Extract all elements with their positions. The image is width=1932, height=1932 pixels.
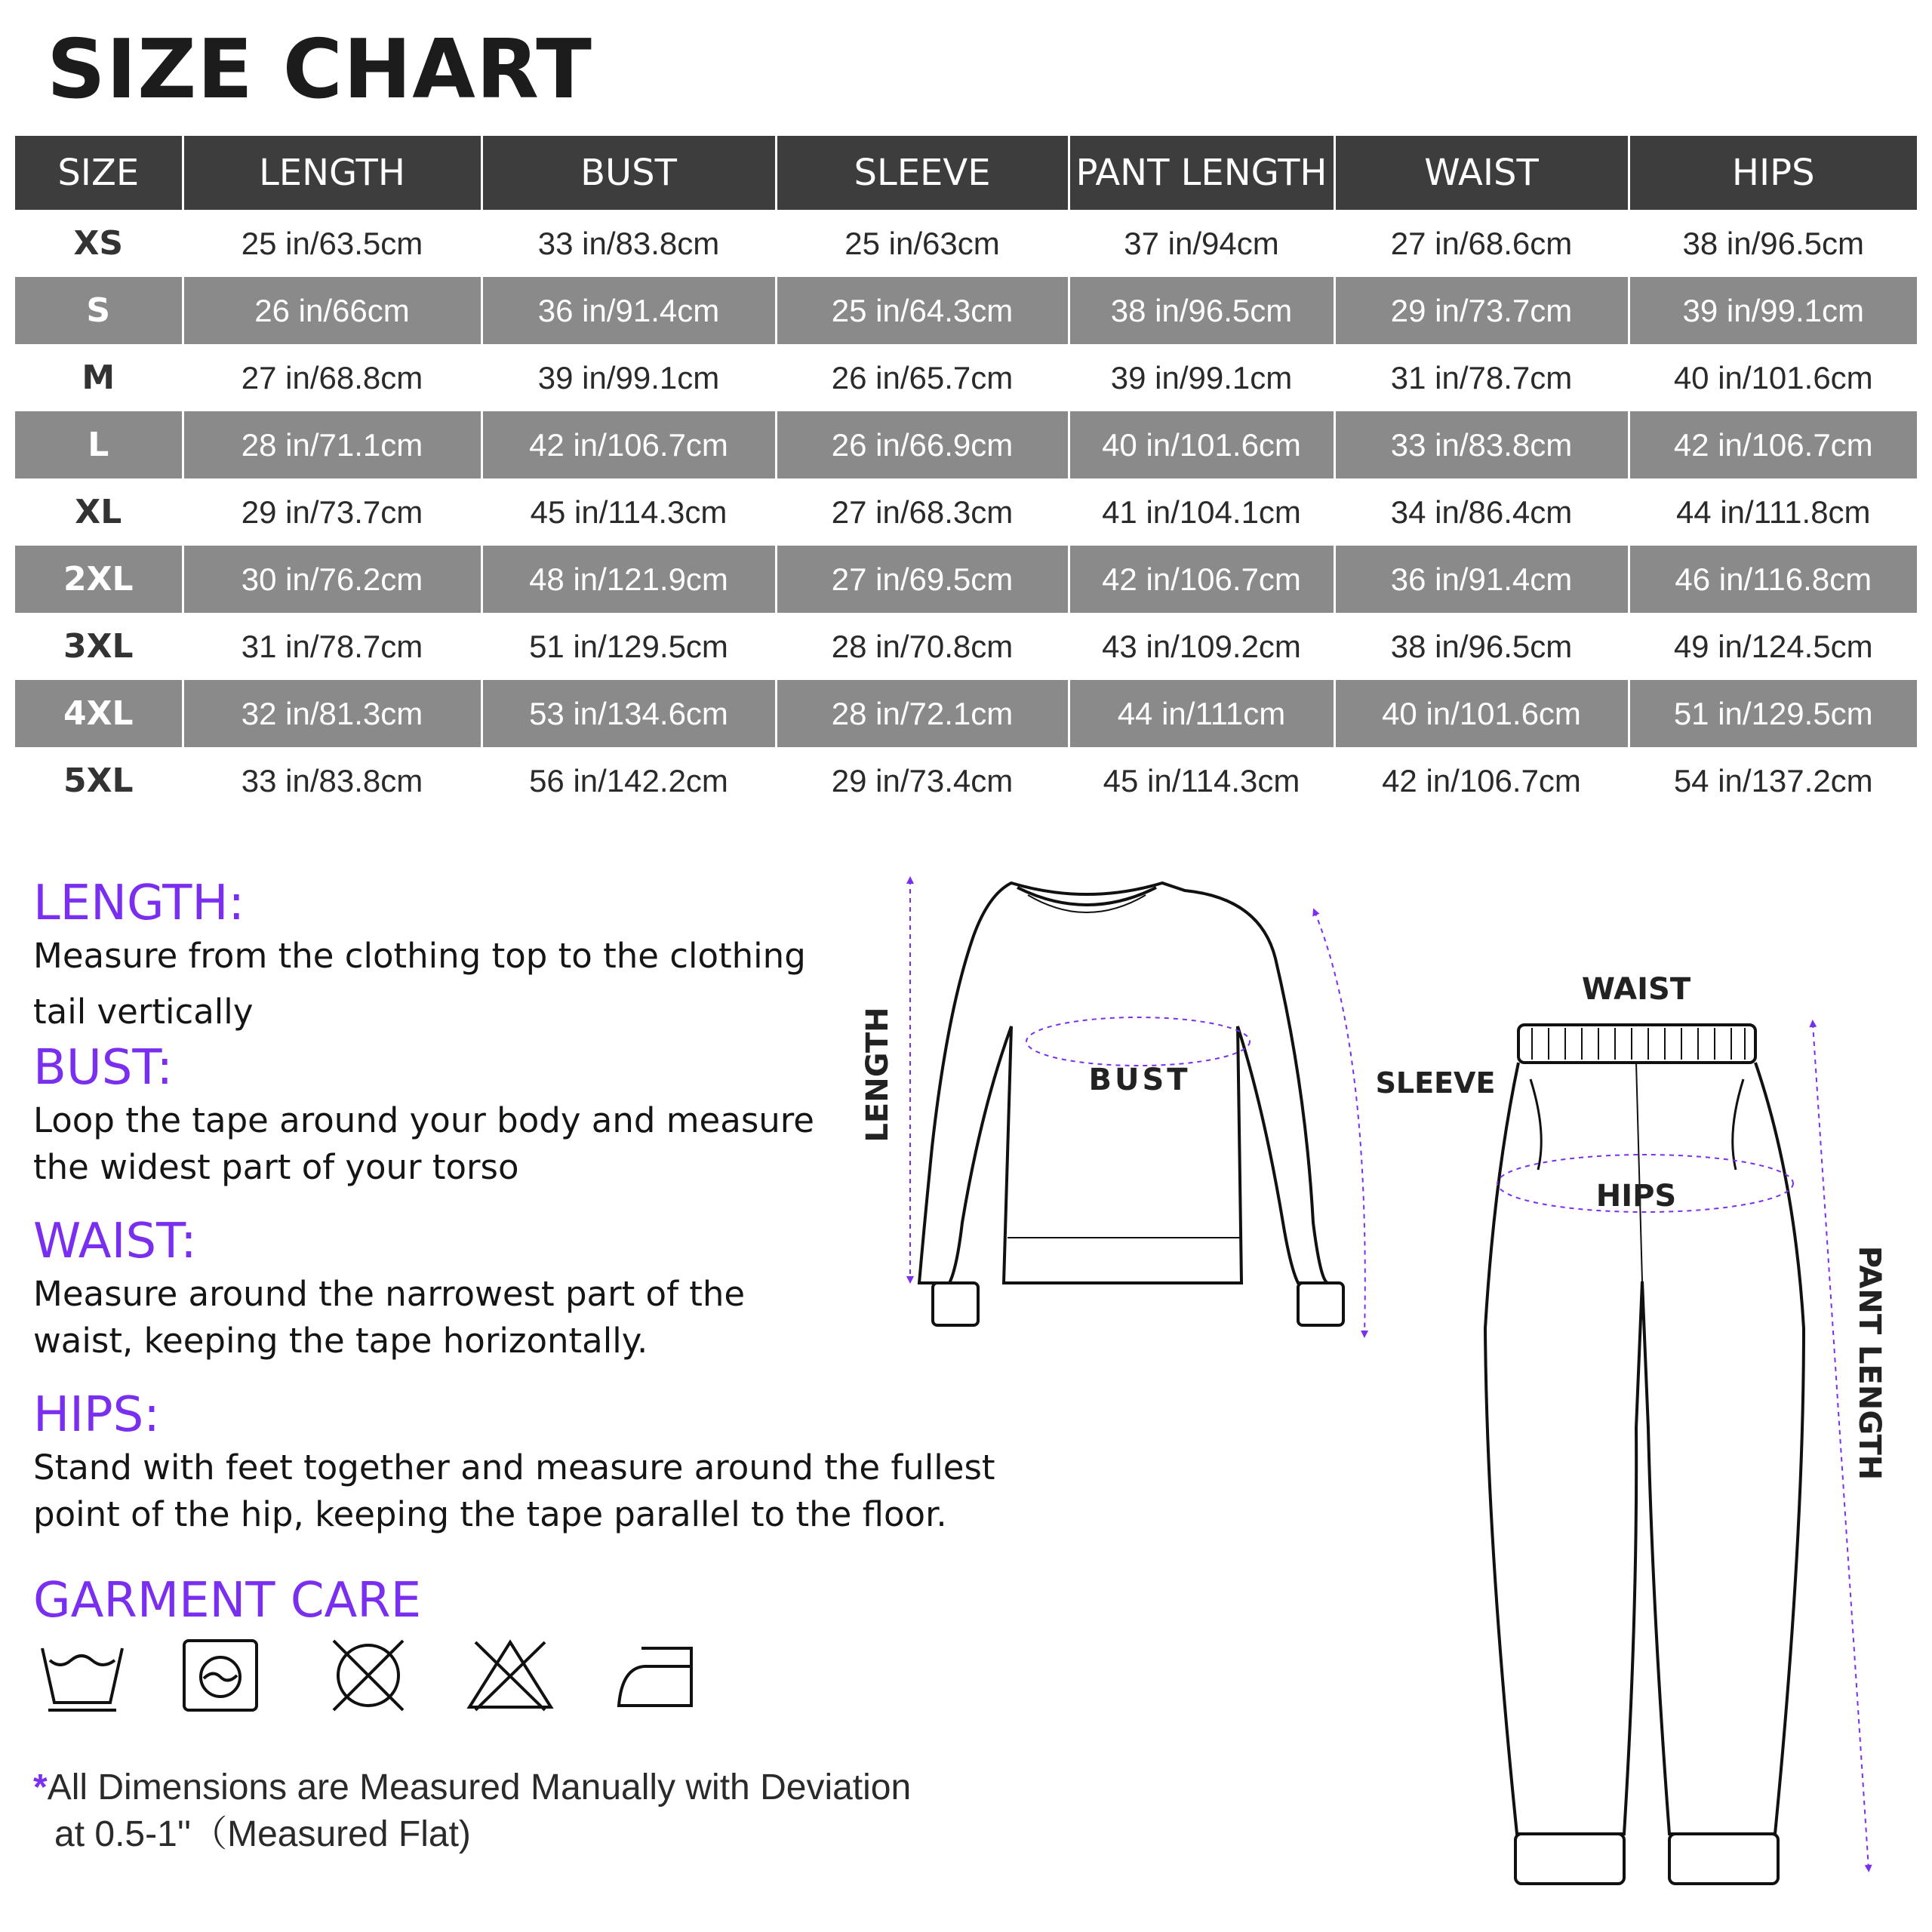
measurement-cell: 36 in/91.4cm <box>1334 546 1629 613</box>
table-row <box>15 546 1917 613</box>
waist-label: WAIST <box>1581 972 1691 1007</box>
text-line: Measure from the clothing top to the clothing <box>33 936 806 976</box>
measurement-cell: 25 in/63cm <box>776 210 1069 277</box>
column-header: BUST <box>481 136 776 210</box>
footnote-line: at 0.5-1''（Measured Flat) <box>54 1814 471 1854</box>
measurement-cell: 49 in/124.5cm <box>1629 613 1917 680</box>
measurement-cell: 33 in/83.8cm <box>481 210 776 277</box>
care-icons <box>33 1638 712 1721</box>
measurement-cell: 27 in/68.6cm <box>1334 210 1629 277</box>
measurement-cell: 42 in/106.7cm <box>1334 747 1629 814</box>
measurement-cell: 27 in/68.3cm <box>776 478 1069 546</box>
table-row <box>15 344 1917 411</box>
page-title: SIZE CHART <box>47 23 592 117</box>
text-line: Loop the tape around your body and measure <box>33 1100 814 1140</box>
measurement-cell: 29 in/73.4cm <box>776 747 1069 814</box>
measurement-cell: 54 in/137.2cm <box>1629 747 1917 814</box>
column-header: SLEEVE <box>776 136 1069 210</box>
measurement-cell: 43 in/109.2cm <box>1069 613 1334 680</box>
measurement-cell: 29 in/73.7cm <box>183 478 481 546</box>
table-row <box>15 210 1917 277</box>
garment-care-heading: GARMENT CARE <box>33 1573 422 1629</box>
size-cell: 4XL <box>15 680 183 747</box>
measurement-cell: 28 in/72.1cm <box>776 680 1069 747</box>
text-line: the widest part of your torso <box>33 1147 519 1187</box>
size-cell: 5XL <box>15 747 183 814</box>
bust-label: BUST <box>1088 1063 1191 1097</box>
measurement-cell: 42 in/106.7cm <box>1629 411 1917 478</box>
measurement-cell: 38 in/96.5cm <box>1069 277 1334 344</box>
measurement-cell: 42 in/106.7cm <box>1069 546 1334 613</box>
measurement-cell: 40 in/101.6cm <box>1069 411 1334 478</box>
measurement-cell: 40 in/101.6cm <box>1334 680 1629 747</box>
measurement-cell: 40 in/101.6cm <box>1629 344 1917 411</box>
text-line: waist, keeping the tape horizontally. <box>33 1321 648 1361</box>
column-header: PANT LENGTH <box>1069 136 1334 210</box>
tumble-dry-icon <box>181 1638 260 1713</box>
measurement-cell: 28 in/70.8cm <box>776 613 1069 680</box>
waistband-gathers <box>1532 1028 1745 1060</box>
measurement-cell: 37 in/94cm <box>1069 210 1334 277</box>
measurement-cell: 44 in/111cm <box>1069 680 1334 747</box>
measurement-cell: 29 in/73.7cm <box>1334 277 1629 344</box>
hips-label: HIPS <box>1595 1179 1677 1214</box>
column-header: WAIST <box>1334 136 1629 210</box>
length-heading: LENGTH: <box>33 875 245 931</box>
size-cell: L <box>15 411 183 478</box>
table-row <box>15 613 1917 680</box>
measurement-cell: 31 in/78.7cm <box>1334 344 1629 411</box>
waist-heading: WAIST: <box>33 1214 197 1269</box>
measurement-cell: 46 in/116.8cm <box>1629 546 1917 613</box>
measurement-cell: 39 in/99.1cm <box>1629 277 1917 344</box>
text-line: tail vertically <box>33 992 254 1032</box>
footnote-text: All Dimensions are Measured Manually with Deviation <box>47 1767 912 1807</box>
measurement-cell: 51 in/129.5cm <box>481 613 776 680</box>
pant-length-label: PANT LENGTH <box>1852 1245 1887 1481</box>
do-not-dry-clean-icon <box>328 1638 409 1713</box>
measurement-cell: 30 in/76.2cm <box>183 546 481 613</box>
measurement-cell: 39 in/99.1cm <box>481 344 776 411</box>
measurement-cell: 32 in/81.3cm <box>183 680 481 747</box>
measurement-cell: 56 in/142.2cm <box>481 747 776 814</box>
bust-measure-line <box>1026 1017 1250 1066</box>
column-header: LENGTH <box>183 136 481 210</box>
measurement-cell: 26 in/66cm <box>183 277 481 344</box>
measurement-cell: 25 in/63.5cm <box>183 210 481 277</box>
text-line: Stand with feet together and measure around the fullest <box>33 1447 995 1487</box>
hips-heading: HIPS: <box>33 1387 160 1443</box>
measurement-cell: 44 in/111.8cm <box>1629 478 1917 546</box>
length-label: LENGTH <box>860 1007 895 1143</box>
sweatshirt-drawing <box>919 883 1343 1325</box>
measurement-cell: 28 in/71.1cm <box>183 411 481 478</box>
text-line: Measure around the narrowest part of the <box>33 1274 746 1314</box>
measurement-cell: 42 in/106.7cm <box>481 411 776 478</box>
measurement-cell: 34 in/86.4cm <box>1334 478 1629 546</box>
pants-drawing <box>1485 1025 1804 1884</box>
table-row <box>15 277 1917 344</box>
size-cell: 3XL <box>15 613 183 680</box>
hand-wash-icon <box>38 1638 127 1713</box>
measurement-cell: 39 in/99.1cm <box>1069 344 1334 411</box>
sleeve-label: SLEEVE <box>1375 1066 1496 1100</box>
measurement-cell: 45 in/114.3cm <box>1069 747 1334 814</box>
measurement-cell: 27 in/68.8cm <box>183 344 481 411</box>
column-header: HIPS <box>1629 136 1917 210</box>
measurement-cell: 27 in/69.5cm <box>776 546 1069 613</box>
measurement-cell: 53 in/134.6cm <box>481 680 776 747</box>
measurement-cell: 26 in/66.9cm <box>776 411 1069 478</box>
size-cell: XS <box>15 210 183 277</box>
size-cell: S <box>15 277 183 344</box>
bust-heading: BUST: <box>33 1040 173 1096</box>
table-row <box>15 411 1917 478</box>
measurement-cell: 51 in/129.5cm <box>1629 680 1917 747</box>
size-table <box>15 136 1917 814</box>
table-header-row <box>15 136 1917 210</box>
iron-icon <box>614 1638 696 1713</box>
measurement-cell: 38 in/96.5cm <box>1629 210 1917 277</box>
table-row <box>15 747 1917 814</box>
size-cell: 2XL <box>15 546 183 613</box>
measurement-cell: 48 in/121.9cm <box>481 546 776 613</box>
measurement-cell: 31 in/78.7cm <box>183 613 481 680</box>
measurement-cell: 36 in/91.4cm <box>481 277 776 344</box>
column-header: SIZE <box>15 136 183 210</box>
measurement-cell: 45 in/114.3cm <box>481 478 776 546</box>
measurement-cell: 25 in/64.3cm <box>776 277 1069 344</box>
size-cell: M <box>15 344 183 411</box>
measurement-cell: 33 in/83.8cm <box>1334 411 1629 478</box>
text-line: point of the hip, keeping the tape parallel to the floor. <box>33 1494 947 1534</box>
measurement-cell: 33 in/83.8cm <box>183 747 481 814</box>
garment-diagram <box>860 860 1932 1917</box>
measurement-cell: 38 in/96.5cm <box>1334 613 1629 680</box>
table-row <box>15 478 1917 546</box>
size-cell: XL <box>15 478 183 546</box>
asterisk: * <box>33 1767 48 1807</box>
measurement-cell: 26 in/65.7cm <box>776 344 1069 411</box>
table-body <box>15 210 1917 814</box>
do-not-bleach-icon <box>463 1638 557 1713</box>
table-row <box>15 680 1917 747</box>
measurement-cell: 41 in/104.1cm <box>1069 478 1334 546</box>
